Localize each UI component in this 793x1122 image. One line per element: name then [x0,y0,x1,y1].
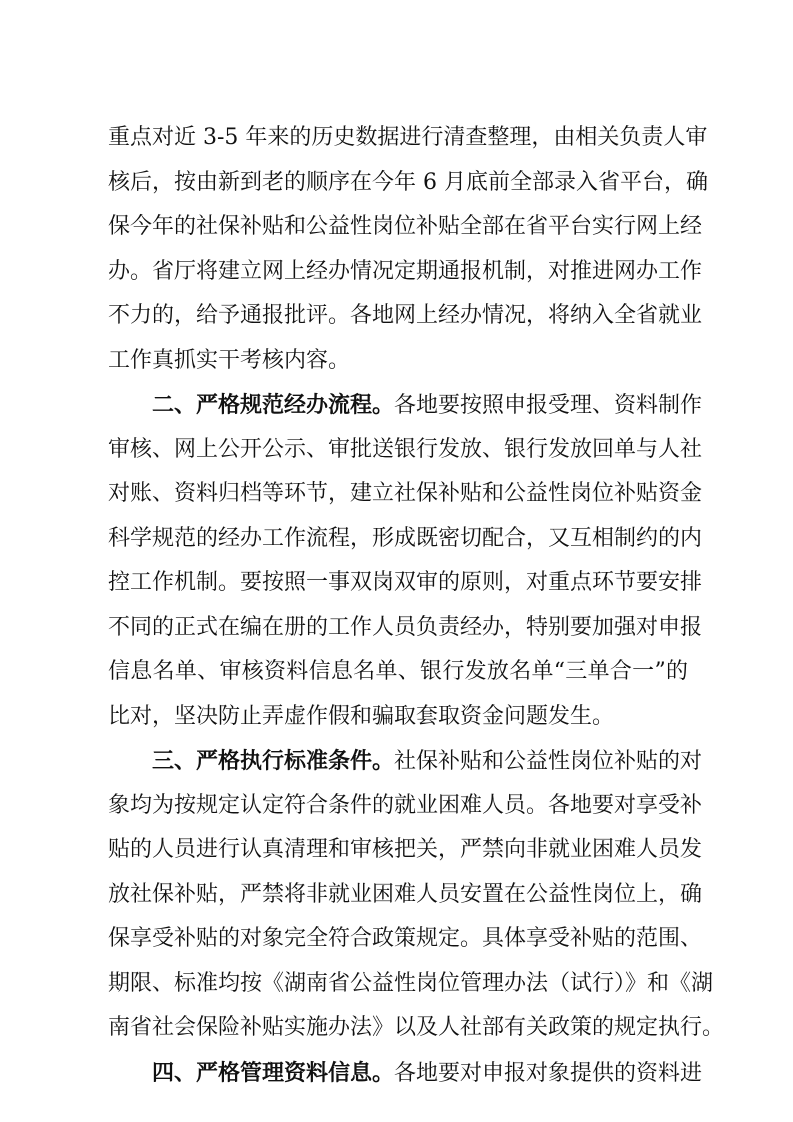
text-line: 科学规范的经办工作流程，形成既密切配合，又互相制约的内 [108,525,703,551]
text-line: 贴的人员进行认真清理和审核把关，严禁向非就业困难人员发 [108,837,703,862]
section-heading: 二、严格规范经办流程。 [152,392,395,418]
section-text: 各地要按照申报受理、资料制作 [394,393,703,418]
text-line: 办。省厅将建立网上经办情况定期通报机制，对推进网办工作 [108,258,703,284]
text-line: 对账、资料归档等环节，建立社保补贴和公益性岗位补贴资金 [108,481,703,506]
section-heading: 三、严格执行标准条件。 [152,748,395,774]
text-line: 控工作机制。要按照一事双岗双审的原则，对重点环节要安排 [108,570,703,595]
text-line: 保享受补贴的对象完全符合政策规定。具体享受补贴的范围、 [108,926,703,951]
text-line: 不同的正式在编在册的工作人员负责经办，特别要加强对申报 [108,614,703,640]
section-heading: 四、严格管理资料信息。 [152,1059,395,1086]
section-first-line [152,741,703,781]
text-line: 放社保补贴，严禁将非就业困难人员安置在公益性岗位上，确 [108,881,703,907]
text-line: 信息名单、审核资料信息名单、银行发放名单“三单合一”的 [108,659,688,684]
text-line: 保今年的社保补贴和公益性岗位补贴全部在省平台实行网上经 [108,214,703,239]
section-first-line [152,1053,703,1093]
text-line: 不力的，给予通报批评。各地网上经办情况，将纳入全省就业 [108,303,703,328]
section-first-line [152,385,703,425]
text-line: 审核、网上公开公示、审批送银行发放、银行发放回单与人社 [108,436,703,462]
text-line: 比对，坚决防止弄虚作假和骗取套取资金问题发生。 [108,703,615,729]
text-line: 期限、标准均按《湖南省公益性岗位管理办法（试行）》和《湖 [108,970,714,996]
text-line: 工作真抓实干考核内容。 [108,347,351,373]
text-line: 核后，按由新到老的顺序在今年 6 月底前全部录入省平台，确 [108,169,708,195]
section-text: 各地要对申报对象提供的资料进 [394,1060,703,1086]
text-line: 南省社会保险补贴实施办法》以及人社部有关政策的规定执行。 [108,1015,725,1040]
section-text: 社保补贴和公益性岗位补贴的对 [394,749,703,774]
text-line: 象均为按规定认定符合条件的就业困难人员。各地要对享受补 [108,792,703,818]
text-line: 重点对近 3-5 年来的历史数据进行清查整理，由相关负责人审 [108,125,708,150]
